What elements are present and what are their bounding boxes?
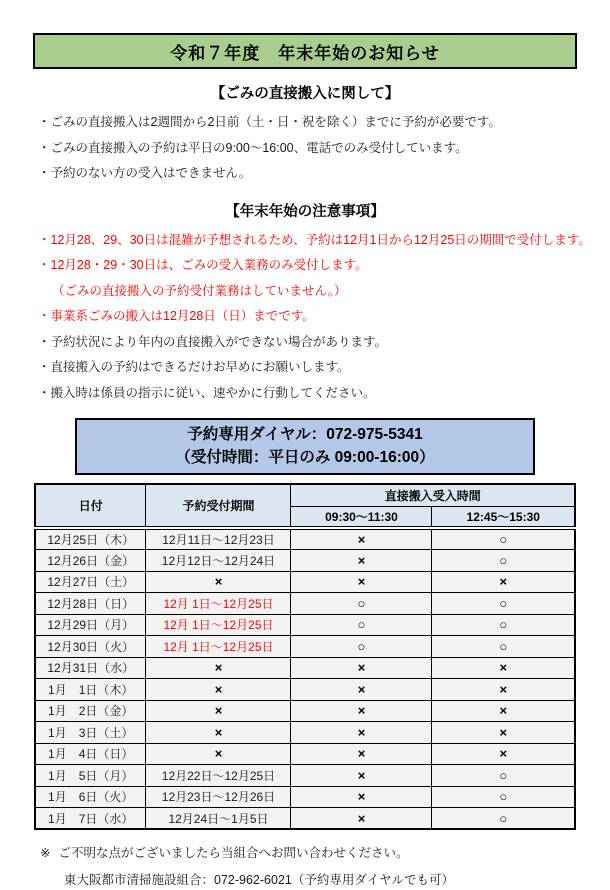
date-cell: 1月 3日（土） (35, 722, 146, 744)
period-cell: 12月12日～12月24日 (146, 550, 291, 572)
table-row (35, 636, 575, 658)
am-slot-cell: × (291, 722, 432, 744)
table-row (35, 657, 575, 679)
pm-slot-cell: × (432, 679, 575, 701)
am-slot-cell: × (291, 700, 432, 722)
period-cell: 12月22日～12月25日 (146, 765, 291, 787)
date-cell: 12月25日（木） (35, 528, 146, 550)
table-row (35, 593, 575, 615)
bullet-line: ・ごみの直接搬入は2週間から2日前（土・日・祝を除く）までに予約が必要です。 (38, 115, 501, 129)
pm-slot-cell: ○ (432, 786, 575, 808)
date-cell: 12月26日（金） (35, 550, 146, 572)
schedule-table-body (35, 528, 575, 829)
col-header-time-group: 直接搬入受入時間 (291, 484, 575, 506)
am-slot-cell: × (291, 679, 432, 701)
table-row (35, 614, 575, 636)
table-row (35, 550, 575, 572)
pm-slot-cell: × (432, 571, 575, 593)
table-row (35, 528, 575, 550)
date-cell: 12月30日（火） (35, 636, 146, 658)
pm-slot-cell: × (432, 722, 575, 744)
direct-delivery-bullet-list (38, 110, 577, 187)
date-cell: 12月28日（日） (35, 593, 146, 615)
pm-slot-cell: × (432, 657, 575, 679)
bullet-line: ・事業系ごみの搬入は12月28日（日）までです。 (38, 309, 315, 323)
am-slot-cell: × (291, 657, 432, 679)
period-cell: 12月11日～12月23日 (146, 528, 291, 550)
bullet-line: ・直接搬入の予約はできるだけお早めにお願いします。 (38, 360, 350, 374)
bullet-line: ・12月28・29・30日は、ごみの受入業務のみ受付します。 (38, 258, 368, 272)
date-cell: 1月 7日（水） (35, 808, 146, 830)
period-cell: 12月 1日～12月25日 (146, 636, 291, 658)
table-row (35, 700, 575, 722)
table-row (35, 679, 575, 701)
am-slot-cell: ○ (291, 636, 432, 658)
pm-slot-cell: ○ (432, 614, 575, 636)
date-cell: 1月 5日（月） (35, 765, 146, 787)
schedule-table-header (35, 484, 575, 528)
phone-dial-line: 予約専用ダイヤル：072-975-5341 (187, 426, 423, 443)
schedule-table (34, 483, 576, 830)
table-row (35, 571, 575, 593)
bullet-line: （ごみの直接搬入の予約受付業務はしていません。） (52, 283, 347, 298)
bullet-line: ・12月28、29、30日は混雑が予想されるため、予約は12月1日から12月25日の期間で受付します。 (38, 232, 591, 247)
bullet-line: ・ごみの直接搬入の予約は平日の9:00～16:00、電話でのみ受付しています。 (38, 140, 468, 155)
period-cell: 12月24日～1月5日 (146, 808, 291, 830)
table-row (35, 743, 575, 765)
period-cell: × (146, 722, 291, 744)
period-cell: × (146, 700, 291, 722)
col-header-pm-slot: 12:45～15:30 (432, 506, 575, 528)
pm-slot-cell: ○ (432, 593, 575, 615)
pm-slot-cell: ○ (432, 528, 575, 550)
date-cell: 1月 6日（火） (35, 786, 146, 808)
period-cell: 12月23日～12月26日 (146, 786, 291, 808)
phone-hours-line: （受付時間：平日のみ 09:00-16:00） (175, 449, 435, 466)
pm-slot-cell: × (432, 700, 575, 722)
am-slot-cell: × (291, 808, 432, 830)
date-cell: 12月31日（水） (35, 657, 146, 679)
am-slot-cell: × (291, 528, 432, 550)
period-cell: × (146, 743, 291, 765)
table-row (35, 765, 575, 787)
col-header-am-slot: 09:30～11:30 (291, 506, 432, 528)
page-title: 令和７年度 年末年始のお知らせ (170, 43, 440, 63)
bullet-line: ・予約のない方の受入はできません。 (38, 166, 252, 180)
am-slot-cell: × (291, 765, 432, 787)
col-header-date: 日付 (35, 484, 146, 528)
pm-slot-cell: ○ (432, 550, 575, 572)
pm-slot-cell: ○ (432, 765, 575, 787)
am-slot-cell: ○ (291, 593, 432, 615)
am-slot-cell: × (291, 743, 432, 765)
period-cell: 12月 1日～12月25日 (146, 614, 291, 636)
reference-mark: ※ (40, 846, 51, 860)
date-cell: 1月 1日（木） (35, 679, 146, 701)
period-cell: 12月 1日～12月25日 (146, 593, 291, 615)
footer-contact: 東大阪都市清掃施設組合：072-962-6021（予約専用ダイヤルでも可） (64, 873, 454, 887)
date-cell: 12月27日（土） (35, 571, 146, 593)
bullet-line: ・予約状況により年内の直接搬入ができない場合があります。 (38, 334, 388, 349)
table-row (35, 786, 575, 808)
pm-slot-cell: × (432, 743, 575, 765)
table-row (35, 808, 575, 830)
period-cell: × (146, 571, 291, 593)
col-header-period: 予約受付期間 (146, 484, 291, 528)
pm-slot-cell: ○ (432, 808, 575, 830)
footer-note (40, 843, 577, 863)
period-cell: × (146, 679, 291, 701)
period-cell: × (146, 657, 291, 679)
pm-slot-cell: ○ (432, 636, 575, 658)
am-slot-cell: × (291, 786, 432, 808)
am-slot-cell: ○ (291, 614, 432, 636)
reservation-phone-box (75, 418, 535, 475)
footer-note-text: ご不明な点がございましたら当組合へお問い合わせください。 (58, 846, 409, 860)
am-slot-cell: × (291, 550, 432, 572)
footer (40, 843, 577, 890)
title-banner (33, 33, 577, 69)
date-cell: 1月 2日（金） (35, 700, 146, 722)
am-slot-cell: × (291, 571, 432, 593)
table-row (35, 722, 575, 744)
section-heading-direct-delivery: 【ごみの直接搬入に関して】 (210, 86, 400, 102)
yearend-notes-bullet-list (38, 228, 591, 407)
bullet-line: ・搬入時は係員の指示に従い、速やかに行動してください。 (38, 385, 376, 400)
date-cell: 12月29日（月） (35, 614, 146, 636)
date-cell: 1月 4日（日） (35, 743, 146, 765)
section-heading-yearend-notes: 【年末年始の注意事項】 (225, 203, 385, 220)
